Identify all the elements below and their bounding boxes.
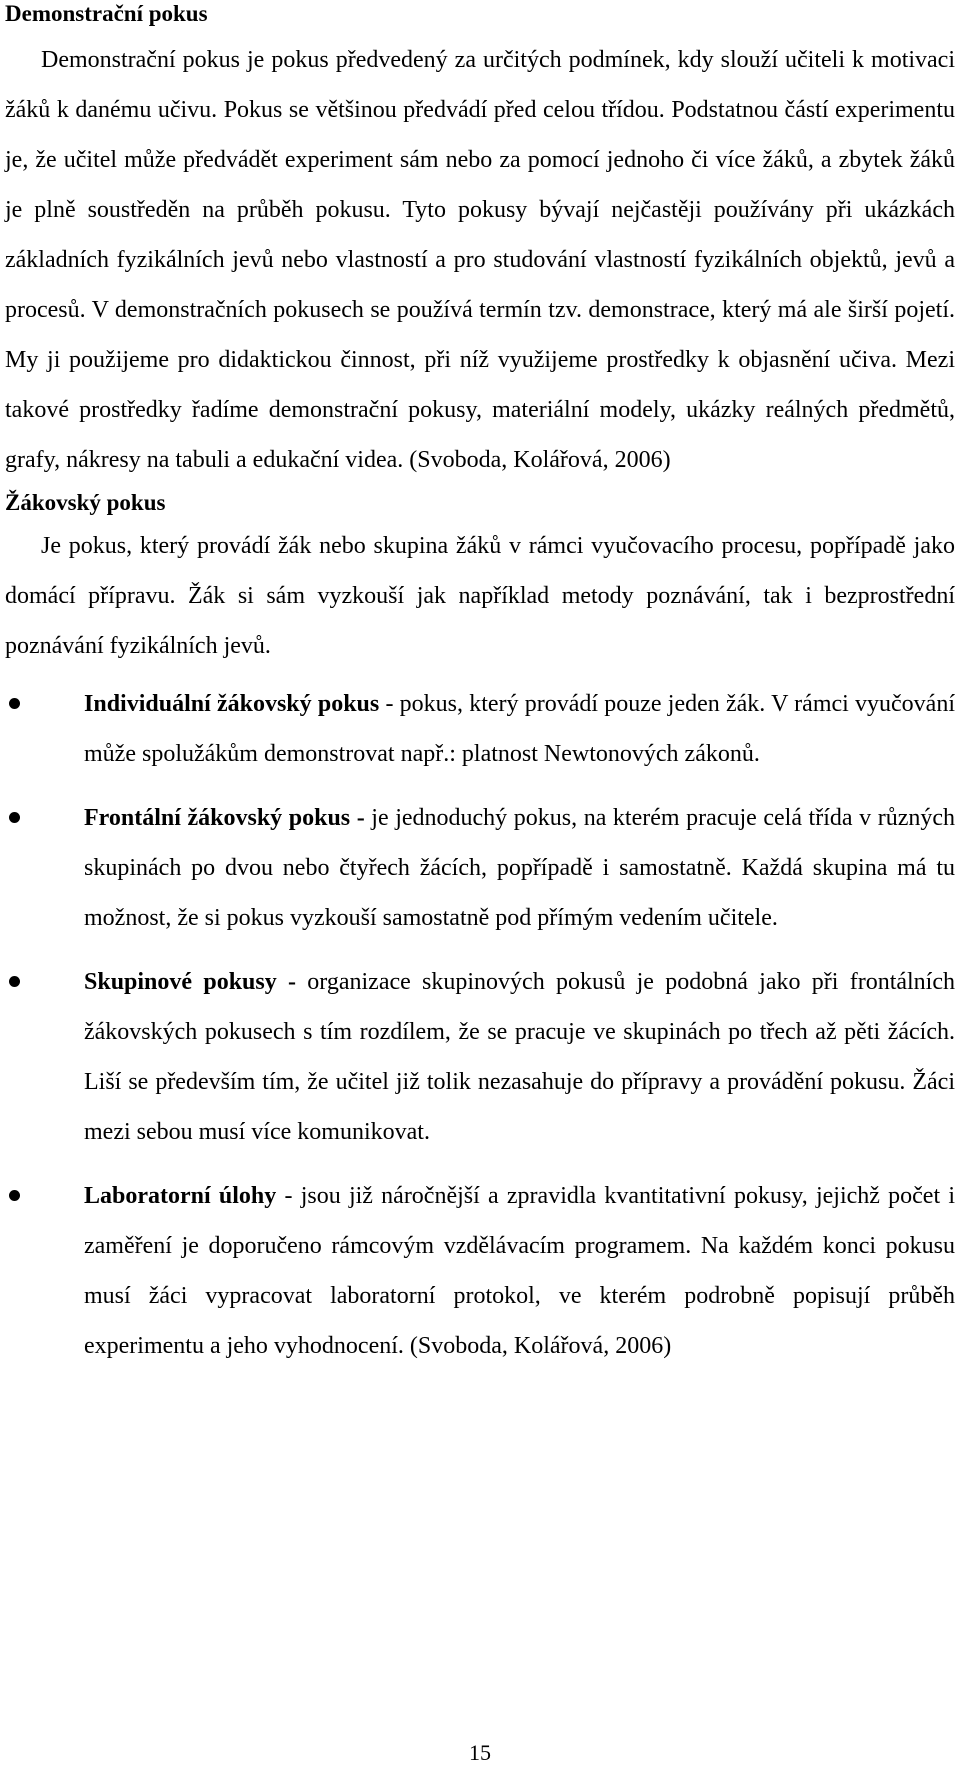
list-item-term: Individuální žákovský pokus <box>84 691 380 717</box>
bullet-icon <box>9 698 20 709</box>
bullet-icon <box>9 1190 20 1201</box>
section-heading-student-experiment: Žákovský pokus <box>5 490 166 515</box>
paragraph-demonstration: Demonstrační pokus je pokus předvedený za určitých podmínek, kdy slouží učiteli k motivaci žáků k danému učivu. Pokus se většinou předvádí před celou třídou. Podstatnou částí experimentu je, že učitel může předvádět experiment sám nebo za pomocí jednoho či více žáků, a zbytek žáků je plně soustředěn na průběh pokusu. Tyto pokusy bývají nejčastěji používány při ukázkách základních fyzikálních jevů nebo vlastností a pro studování vlastností fyzikálních objektů, jevů a procesů. V demonstračních pokusech se používá termín tzv. demonstrace, který má ale širší pojetí. My ji použijeme pro didaktickou činnost, při níž využijeme prostředky k objasnění učiva. Mezi takové prostředky řadíme demonstrační pokusy, materiální modely, ukázky reálných předmětů, grafy, nákresy na tabuli a edukační videa. (Svoboda, Kolářová, 2006) <box>5 47 955 473</box>
list-item-group <box>5 957 955 1157</box>
list-item-text: - jsou již náročnější a zpravidla kvantitativní pokusy, jejichž počet i zaměření je doporučeno rámcovým vzdělávacím programem. Na každém konci pokusu musí žáci vypracovat laboratorní protokol, ve kterém podrobně popisují průběh experimentu a jeho vyhodnocení. (Svoboda, Kolářová, 2006) <box>84 1183 956 1359</box>
list-item-term: Skupinové pokusy - <box>84 969 296 995</box>
bullet-icon <box>9 812 20 823</box>
list-item-term: Frontální žákovský pokus - <box>84 805 365 831</box>
document-page <box>5 0 955 1385</box>
list-item-text: - pokus, který provádí pouze jeden žák. V rámci vyučování může spolužákům demonstrovat např.: platnost Newtonových zákonů. <box>84 691 955 767</box>
list-item-laboratory <box>5 1171 955 1371</box>
bullet-icon <box>9 976 20 987</box>
paragraph-student-experiment: Je pokus, který provádí žák nebo skupina žáků v rámci vyučovacího procesu, popřípadě jako domácí přípravu. Žák si sám vyzkouší jak například metody poznávání, tak i bezprostřední poznávání fyzikálních jevů. <box>5 533 955 659</box>
list-item-frontal <box>5 793 955 943</box>
page-number: 15 <box>469 1740 491 1765</box>
list-item-text: je jednoduchý pokus, na kterém pracuje celá třída v různých skupinách po dvou nebo čtyřech žácích, popřípadě i samostatně. Každá skupina má tu možnost, že si pokus vyzkouší samostatně pod přímým vedením učitele. <box>84 805 955 931</box>
experiment-types-list <box>5 679 955 1371</box>
list-item-individual <box>5 679 955 779</box>
list-item-text: organizace skupinových pokusů je podobná jako při frontálních žákovských pokusech s tím rozdílem, že se pracuje ve skupinách po třech až pěti žácích. Liší se především tím, že učitel již tolik nezasahuje do přípravy a provádění pokusu. Žáci mezi sebou musí více komunikovat. <box>84 969 955 1145</box>
list-item-term: Laboratorní úlohy <box>84 1183 277 1209</box>
section-heading-demonstration: Demonstrační pokus <box>5 1 208 26</box>
